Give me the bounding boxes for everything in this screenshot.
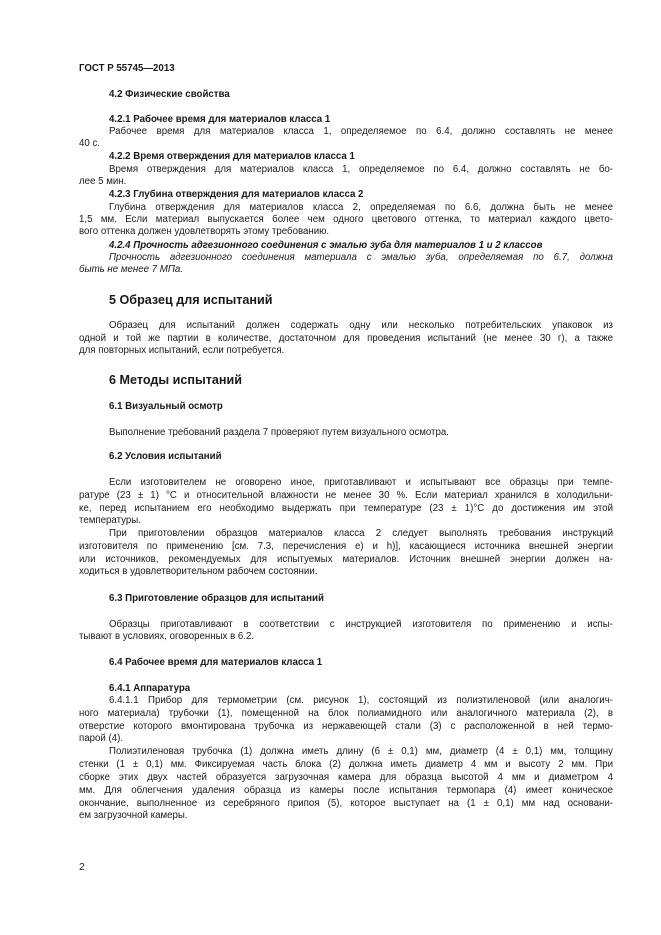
heading-4-2-2: 4.2.2 Время отверждения для материалов класса 1 (109, 151, 355, 162)
text-line: для повторных испытаний, если потребуется. (79, 345, 285, 356)
text-line: сборке этих двух частей образуется загрузочная камера для образца высотой 4 мм и диаметром 4 (79, 772, 613, 783)
text-line: ного материала) трубочки (1), помещенной на блок полиамидного или аналогичного материала (2), в (79, 708, 613, 719)
text-line: Время отверждения для материалов класса 1, определяемое по 6.4, должно составлять не бо- (109, 164, 613, 175)
text-line: Рабочее время для материалов класса 1, определяемое по 6.4, должно составлять не менее (109, 126, 613, 137)
heading-4-2: 4.2 Физические свойства (109, 89, 230, 100)
text-line: ке, перед испытанием его необходимо выдержать при температуре (23 ± 1)°С до достижения им этой (79, 503, 613, 514)
text-line: лее 5 мин. (79, 176, 127, 187)
section-5-title: 5 Образец для испытаний (109, 293, 273, 307)
text-line: одной и той же партии в количестве, достаточном для проведения испытаний (не менее 30 г), а также (79, 333, 613, 344)
text-line: Если изготовителем не оговорено иное, приготавливают и испытывают все образцы при темпе- (109, 477, 613, 488)
text-line: 40 с. (79, 138, 101, 149)
heading-6-3: 6.3 Приготовление образцов для испытаний (109, 593, 324, 604)
running-header: ГОСТ Р 55745—2013 (79, 63, 175, 74)
text-line: окончание, выполненное из серебряного припоя (5), которое выступает на (1 ± 0,1) мм над основани- (79, 798, 613, 809)
text-line: тывают в условиях, оговоренных в 6.2. (79, 631, 255, 642)
text-line: Выполнение требований раздела 7 проверяют путем визуального осмотра. (109, 427, 449, 438)
section-6-title: 6 Методы испытаний (109, 373, 242, 387)
text-line: быть не менее 7 МПа. (79, 264, 183, 275)
text-line: или источников, рекомендуемых для испытуемых материалов. Источник внешней энергии должен на- (79, 554, 613, 565)
text-line: 6.4.1.1 Прибор для термометрии (см. рисунок 1), состоящий из полиэтиленовой (или аналогич- (109, 695, 613, 706)
text-line: изготовителя по применению [см. 7.3, перечисления е) и h)], касающиеся источника внешней энергии (79, 541, 613, 552)
text-line: Полиэтиленовая трубочка (1) должна иметь длину (6 ± 0,1) мм, диаметр (4 ± 0,1) мм, толщину (109, 746, 613, 757)
page-number: 2 (79, 861, 85, 873)
text-line: парой (4). (79, 733, 124, 744)
heading-4-2-1: 4.2.1 Рабочее время для материалов класса 1 (109, 114, 331, 125)
heading-6-2: 6.2 Условия испытаний (109, 451, 222, 462)
text-line: стенки (1 ± 0,1) мм. Фиксируемая часть блока (2) должна иметь диаметр 4 мм и высоту 2 мм. При (79, 759, 613, 770)
heading-6-1: 6.1 Визуальный осмотр (109, 401, 223, 412)
text-line: мм. Для облегчения удаления образца из камеры после испытания термопара (4) имеет коническое (79, 785, 613, 796)
text-line: Глубина отверждения для материалов класса 2, определяемая по 6.6, должна быть не менее (109, 202, 613, 213)
heading-4-2-3: 4.2.3 Глубина отверждения для материалов класса 2 (109, 189, 364, 200)
heading-4-2-4: 4.2.4 Прочность адгезионного соединения с эмалью зуба для материалов 1 и 2 классов (109, 240, 543, 251)
text-line: ратуре (23 ± 1) °С и относительной влажности не менее 30 %. Если материал хранился в холодильни- (79, 490, 613, 501)
heading-6-4: 6.4 Рабочее время для материалов класса 1 (109, 657, 323, 668)
text-line: 1,5 мм. Если материал выпускается более чем одного цветового оттенка, то материал каждого цвето- (79, 214, 613, 225)
text-line: Образец для испытаний должен содержать одну или несколько потребительских упаковок из (109, 320, 613, 331)
text-line: вого оттенка должен удовлетворять этому требованию. (79, 226, 330, 237)
text-line: Образцы приготавливают в соответствии с инструкцией изготовителя по применению и испы- (109, 619, 613, 630)
text-line: ем загрузочной камеры. (79, 810, 188, 821)
text-line: Прочность адгезионного соединения материала с эмалью зуба, определяемая по 6.7, должна (109, 252, 613, 263)
text-line: отверстие которого вмонтирована трубочка из нержавеющей стали (3) с расположенной в ней термо- (79, 721, 613, 732)
text-line: ходиться в удовлетворительном рабочем состоянии. (79, 566, 318, 577)
text-line: температуры. (79, 515, 141, 526)
heading-6-4-1: 6.4.1 Аппаратура (109, 683, 191, 694)
text-line: При приготовлении образцов материалов класса 2 следует выполнять требования инструкций (109, 528, 613, 539)
